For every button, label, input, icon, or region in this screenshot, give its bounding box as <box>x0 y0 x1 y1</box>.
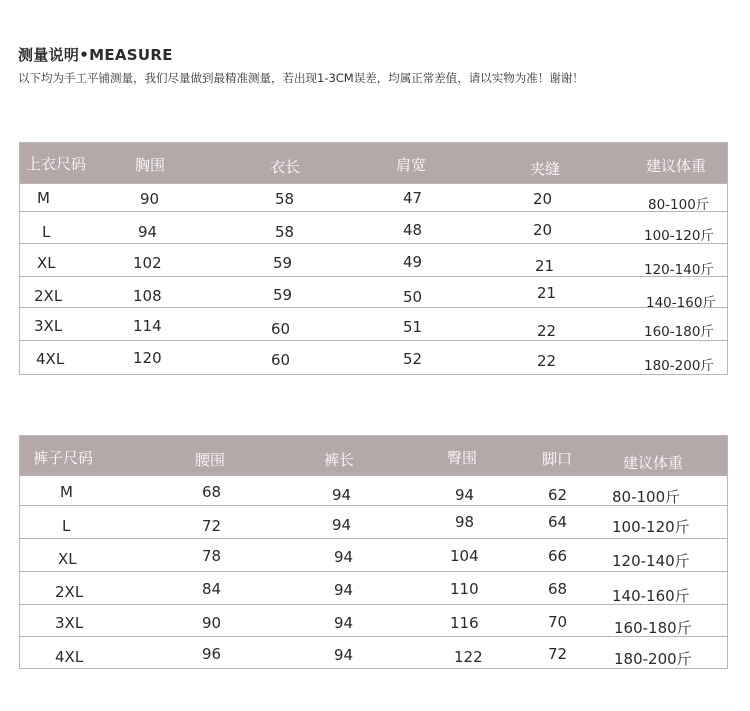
col-header-hip: 臀围 <box>447 449 478 467</box>
cell-length: 58 <box>275 223 295 241</box>
cell-shoulder: 47 <box>403 189 423 207</box>
cell-waist: 78 <box>202 547 222 565</box>
cell-hip: 94 <box>455 486 475 504</box>
cell-armhole: 22 <box>537 322 557 340</box>
col-header-size: 裤子尺码 <box>33 449 94 467</box>
cell-hem: 72 <box>548 645 568 663</box>
cell-hip: 116 <box>450 614 479 632</box>
cell-weight: 180-200斤 <box>614 650 692 668</box>
col-header-length: 衣长 <box>270 158 301 176</box>
col-header-chest: 胸围 <box>135 156 166 174</box>
measure-note: 以下均为手工平铺测量，我们尽量做到最精准测量，若出现1-3CM误差，均属正常差值，请以实物为准！谢谢！ <box>18 71 584 85</box>
cell-length: 60 <box>271 351 291 369</box>
col-header-hem: 脚口 <box>542 450 573 468</box>
cell-armhole: 20 <box>533 221 553 239</box>
cell-chest: 114 <box>133 317 162 335</box>
table-row <box>20 636 727 669</box>
pants-size-table <box>19 435 728 669</box>
cell-weight: 80-100斤 <box>612 488 681 506</box>
cell-weight: 140-160斤 <box>612 587 690 605</box>
cell-length: 58 <box>275 190 295 208</box>
table-row <box>20 538 727 572</box>
cell-shoulder: 49 <box>403 253 423 271</box>
cell-hip: 104 <box>450 547 479 565</box>
cell-weight: 120-140斤 <box>612 552 690 570</box>
cell-size: 3XL <box>34 317 63 335</box>
table-header <box>20 143 727 183</box>
cell-length: 60 <box>271 320 291 338</box>
cell-chest: 90 <box>140 190 160 208</box>
col-header-size: 上衣尺码 <box>26 155 87 173</box>
cell-size: 2XL <box>55 583 84 601</box>
page-title: 测量说明•MEASURE <box>18 46 173 64</box>
cell-pants-length: 94 <box>334 646 354 664</box>
cell-waist: 90 <box>202 614 222 632</box>
cell-hip: 110 <box>450 580 479 598</box>
cell-weight: 160-180斤 <box>644 324 714 340</box>
top-size-table <box>19 142 728 375</box>
table-row <box>20 474 727 506</box>
cell-waist: 68 <box>202 483 222 501</box>
cell-size: L <box>62 517 71 535</box>
cell-weight: 160-180斤 <box>614 619 692 637</box>
cell-waist: 96 <box>202 645 222 663</box>
cell-shoulder: 51 <box>403 318 423 336</box>
cell-weight: 120-140斤 <box>644 262 714 278</box>
cell-pants-length: 94 <box>334 614 354 632</box>
table-row <box>20 276 727 311</box>
cell-hem: 70 <box>548 613 568 631</box>
cell-waist: 72 <box>202 517 222 535</box>
cell-weight: 180-200斤 <box>644 358 714 374</box>
cell-pants-length: 94 <box>334 581 354 599</box>
cell-hem: 66 <box>548 547 568 565</box>
col-header-armhole: 夹缝 <box>530 160 561 178</box>
cell-size: 2XL <box>34 287 63 305</box>
cell-weight: 100-120斤 <box>612 518 690 536</box>
table-row <box>20 604 727 637</box>
table-row <box>20 571 727 605</box>
cell-armhole: 22 <box>537 352 557 370</box>
cell-size: XL <box>37 254 56 272</box>
cell-shoulder: 48 <box>403 221 423 239</box>
cell-pants-length: 94 <box>334 548 354 566</box>
col-header-weight: 建议体重 <box>646 157 707 175</box>
table-header <box>20 436 727 476</box>
cell-chest: 94 <box>138 223 158 241</box>
cell-weight: 140-160斤 <box>646 295 716 311</box>
cell-size: 4XL <box>55 648 84 666</box>
cell-armhole: 21 <box>535 257 555 275</box>
table-row <box>20 211 727 244</box>
cell-chest: 102 <box>133 254 162 272</box>
cell-hip: 98 <box>455 513 475 531</box>
col-header-pants-length: 裤长 <box>324 451 355 469</box>
cell-size: XL <box>58 550 77 568</box>
cell-shoulder: 50 <box>403 288 423 306</box>
col-header-shoulder: 肩宽 <box>396 156 427 174</box>
cell-size: 4XL <box>36 350 65 368</box>
cell-hem: 68 <box>548 580 568 598</box>
cell-waist: 84 <box>202 580 222 598</box>
cell-weight: 100-120斤 <box>644 228 714 244</box>
table-row <box>20 243 727 277</box>
cell-chest: 108 <box>133 287 162 305</box>
cell-size: L <box>42 223 51 241</box>
table-row <box>20 307 727 341</box>
cell-length: 59 <box>273 254 293 272</box>
cell-armhole: 20 <box>533 190 553 208</box>
cell-length: 59 <box>273 286 293 304</box>
cell-weight: 80-100斤 <box>648 197 710 213</box>
cell-size: M <box>37 189 50 207</box>
cell-size: M <box>60 483 73 501</box>
table-row <box>20 340 727 375</box>
cell-chest: 120 <box>133 349 162 367</box>
table-row <box>20 505 727 539</box>
cell-hip: 122 <box>454 648 483 666</box>
table-row <box>20 183 727 212</box>
cell-shoulder: 52 <box>403 350 423 368</box>
col-header-weight: 建议体重 <box>623 454 684 472</box>
col-header-waist: 腰围 <box>195 451 226 469</box>
cell-hem: 62 <box>548 486 568 504</box>
cell-pants-length: 94 <box>332 516 352 534</box>
cell-hem: 64 <box>548 513 568 531</box>
cell-pants-length: 94 <box>332 486 352 504</box>
cell-size: 3XL <box>55 614 84 632</box>
cell-armhole: 21 <box>537 284 557 302</box>
